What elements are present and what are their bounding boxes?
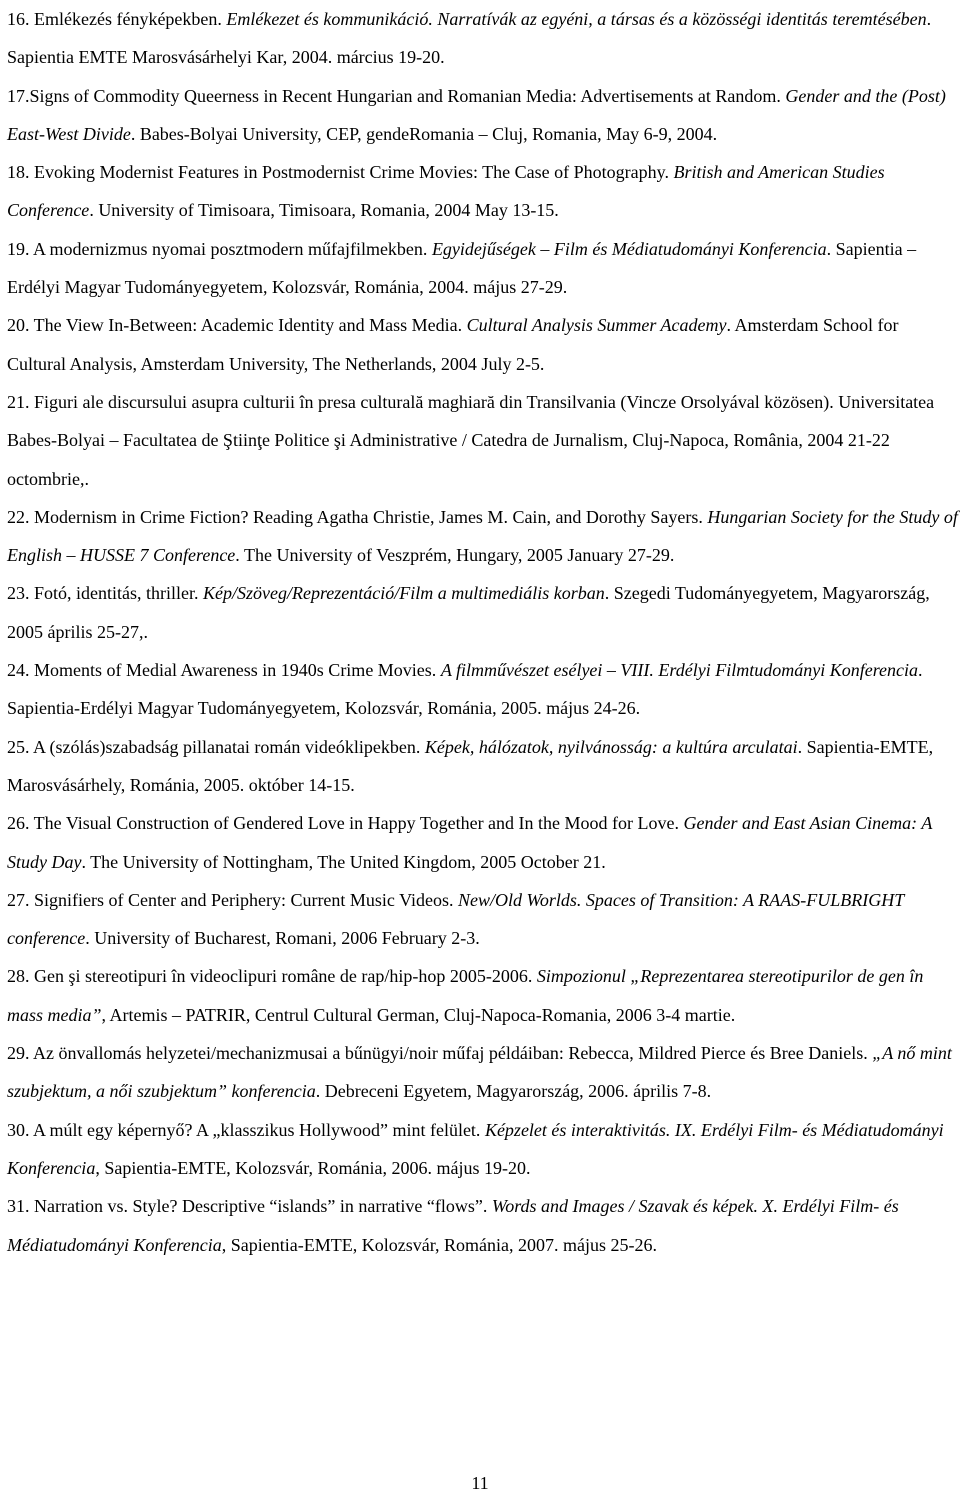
- event-title: Gender and the (Post) East-West Divide: [7, 85, 946, 144]
- event-title: „A nő mint szubjektum, a női szubjektum” konferencia: [7, 1043, 952, 1102]
- list-item: [7, 383, 959, 498]
- list-item: [7, 651, 959, 728]
- entry-text: 23. Fotó, identitás, thriller.: [7, 583, 203, 604]
- event-title: Képzelet és interaktivitás. IX. Erdélyi Film- és Médiatudományi Konferencia: [7, 1119, 944, 1178]
- entry-text: 22. Modernism in Crime Fiction? Reading Agatha Christie, James M. Cain, and Dorothy Sayers.: [7, 506, 708, 527]
- event-title: Simpozionul „Reprezentarea stereotipurilor de gen în mass media”: [7, 966, 924, 1025]
- entry-text: 26. The Visual Construction of Gendered Love in Happy Together and In the Mood for Love.: [7, 813, 684, 834]
- list-item: [7, 1034, 959, 1111]
- entry-text: 20. The View In-Between: Academic Identity and Mass Media.: [7, 315, 467, 336]
- entry-text: 18. Evoking Modernist Features in Postmodernist Crime Movies: The Case of Photography.: [7, 162, 674, 183]
- entry-text: . University of Timisoara, Timisoara, Romania, 2004 May 13-15.: [89, 200, 559, 221]
- entry-text: . Sapientia-Erdélyi Magyar Tudományegyetem, Kolozsvár, Románia, 2005. május 24-26.: [7, 660, 923, 719]
- list-item: [7, 1111, 959, 1188]
- event-title: Képek, hálózatok, nyilvánosság: a kultúra arculatai: [424, 736, 798, 757]
- list-item: [7, 498, 959, 575]
- list-item: [7, 306, 959, 383]
- entry-text: . Babes-Bolyai University, CEP, gendeRomania – Cluj, Romania, May 6-9, 2004.: [130, 123, 718, 144]
- entry-text: 21. Figuri ale discursului asupra culturii în presa culturală maghiară din Transilvania (Vincze Orsolyával közösen). Universitatea Babes-Bolyai – Facultatea de Ştiinţe Politice şi Administrative / Catedra de Jurnalism, Cluj-Napoca, România, 2004 21-22 octombrie,.: [7, 391, 935, 489]
- list-item: [7, 804, 959, 881]
- event-title: Hungarian Society for the Study of English – HUSSE 7 Conference: [7, 506, 958, 566]
- entry-text: , Sapientia-EMTE, Kolozsvár, Románia, 2006. május 19-20.: [95, 1157, 531, 1178]
- event-title: Cultural Analysis Summer Academy: [466, 315, 727, 336]
- entry-text: , Sapientia-EMTE, Kolozsvár, Románia, 2007. május 25-26.: [221, 1234, 657, 1255]
- list-item: [7, 153, 959, 230]
- entry-text: . Sapientia – Erdélyi Magyar Tudományegyetem, Kolozsvár, Románia, 2004. május 27-29.: [7, 238, 917, 298]
- event-title: Kép/Szöveg/Reprezentáció/Film a multimediális korban: [203, 583, 605, 604]
- page-number: 11: [471, 1473, 489, 1493]
- entry-text: . University of Bucharest, Romani, 2006 February 2-3.: [85, 928, 480, 949]
- list-item: [7, 728, 959, 805]
- entry-text: 28. Gen şi stereotipuri în videoclipuri române de rap/hip-hop 2005-2006.: [7, 966, 537, 987]
- event-title: New/Old Worlds. Spaces of Transition: A RAAS-FULBRIGHT conference: [7, 889, 904, 949]
- event-title: A filmművészet esélyei – VIII. Erdélyi Filmtudományi Konferencia: [440, 660, 919, 681]
- event-title: Words and Images / Szavak és képek. X. Erdélyi Film- és Médiatudományi Konferencia: [7, 1196, 899, 1255]
- list-item: [7, 230, 959, 307]
- event-title: Egyidejűségek – Film és Médiatudományi Konferencia: [431, 238, 827, 259]
- entry-text: . The University of Nottingham, The United Kingdom, 2005 October 21.: [81, 851, 606, 872]
- entry-text: 29. Az önvallomás helyzetei/mechanizmusai a bűnügyi/noir műfaj példáiban: Rebecca, Mildred Pierce és Bree Daniels.: [7, 1043, 873, 1064]
- list-item: [7, 77, 959, 154]
- entry-text: . Szegedi Tudományegyetem, Magyarország, 2005 április 25-27,.: [7, 583, 930, 642]
- list-item: [7, 957, 959, 1034]
- entry-text: 25. A (szólás)szabadság pillanatai román videóklipekben.: [7, 736, 425, 757]
- list-item: [7, 881, 959, 958]
- entry-text: . Sapientia EMTE Marosvásárhelyi Kar, 2004. március 19-20.: [7, 9, 932, 68]
- entry-text: 17.Signs of Commodity Queerness in Recent Hungarian and Romanian Media: Advertisements at Random.: [7, 85, 786, 106]
- entry-text: . Sapientia-EMTE, Marosvásárhely, Románia, 2005. október 14-15.: [7, 736, 934, 795]
- entry-text: . Amsterdam School for Cultural Analysis, Amsterdam University, The Netherlands, 2004 July 2-5.: [7, 315, 899, 374]
- entry-text: 16. Emlékezés fényképekben.: [7, 9, 227, 29]
- event-title: Emlékezet és kommunikáció. Narratívák az egyéni, a társas és a közösségi identitás teremtésében: [226, 9, 927, 29]
- entry-text: 27. Signifiers of Center and Periphery: Current Music Videos.: [7, 889, 459, 910]
- event-title: British and American Studies Conference: [7, 162, 885, 221]
- conference-presentations-list: [7, 0, 959, 1264]
- entry-text: . The University of Veszprém, Hungary, 2005 January 27-29.: [235, 545, 675, 566]
- list-item: [7, 1187, 959, 1264]
- entry-text: , Artemis – PATRIR, Centrul Cultural German, Cluj-Napoca-Romania, 2006 3-4 martie.: [101, 1004, 736, 1025]
- entry-text: 19. A modernizmus nyomai posztmodern műfajfilmekben.: [7, 238, 432, 259]
- list-item: [7, 574, 959, 651]
- entry-text: 31. Narration vs. Style? Descriptive “islands” in narrative “flows”.: [7, 1196, 492, 1217]
- list-item: [7, 0, 959, 77]
- event-title: Gender and East Asian Cinema: A Study Day: [7, 813, 933, 872]
- entry-text: 30. A múlt egy képernyő? A „klasszikus Hollywood” mint felület.: [7, 1119, 485, 1140]
- entry-text: 24. Moments of Medial Awareness in 1940s Crime Movies.: [7, 660, 441, 681]
- entry-text: . Debreceni Egyetem, Magyarország, 2006. április 7-8.: [315, 1081, 712, 1102]
